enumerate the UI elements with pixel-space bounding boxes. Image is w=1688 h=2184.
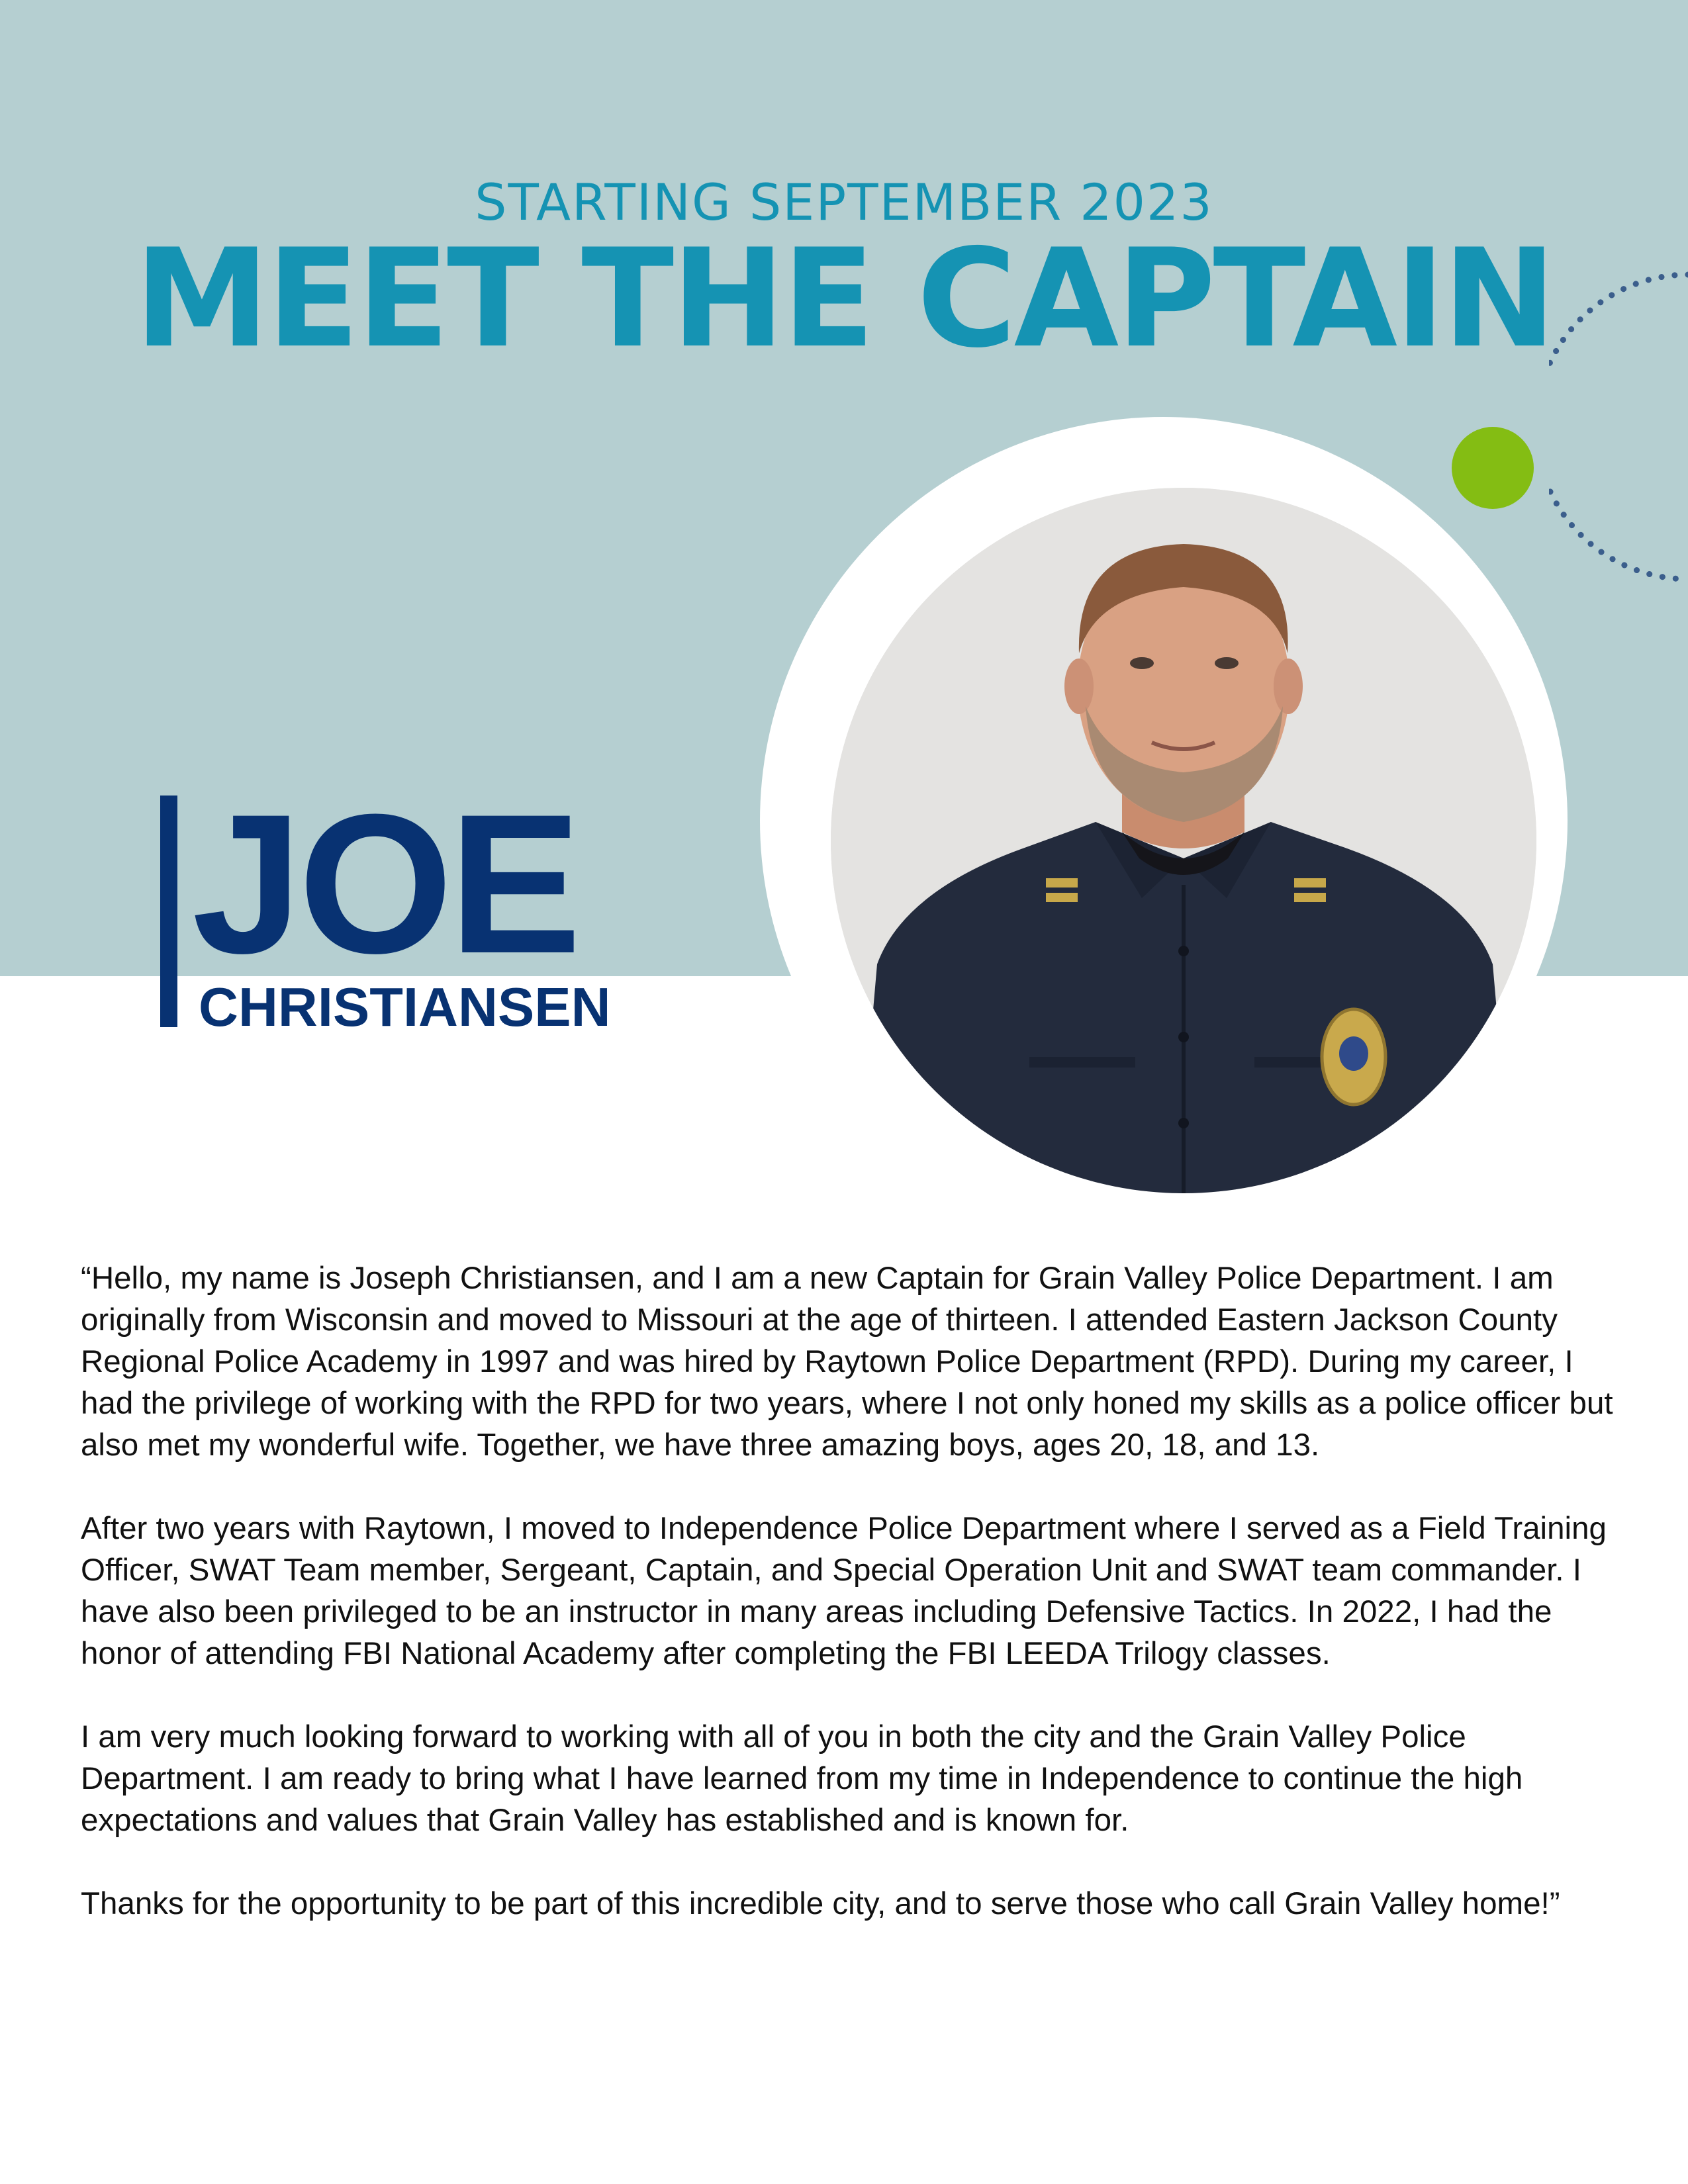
green-dot-decoration [1452, 427, 1534, 509]
page-title: MEET THE CAPTAIN [134, 220, 1554, 378]
portrait-illustration [831, 488, 1536, 1193]
bio-paragraph: “Hello, my name is Joseph Christiansen, and I am a new Captain for Grain Valley Police Department. I am originally from Wisconsin and moved to Missouri at the age of thirteen. I attended Eastern Jackson County Regional Police Academy in 1997 and was hired by Raytown Police Department (RPD). During my career, I had the privilege of working with the RPD for two years, where I not only honed my skills as a police officer but also met my wonderful wife. Together, we have three amazing boys, ages 20, 18, and 13. [81, 1261, 1613, 1463]
start-date-subtitle: STARTING SEPTEMBER 2023 [475, 173, 1213, 232]
bio-paragraph: Thanks for the opportunity to be part of this incredible city, and to serve those who call Grain Valley home!” [81, 1886, 1560, 1921]
bio-paragraph: After two years with Raytown, I moved to Independence Police Department where I served as a Field Training Officer, SWAT Team member, Sergeant, Captain, and Special Operation Unit and SWAT team commander. I have also been privileged to be an instructor in many areas including Defensive Tactics. In 2022, I had the honor of attending FBI National Academy after completing the FBI LEEDA Trilogy classes. [81, 1511, 1607, 1671]
captain-portrait [831, 488, 1536, 1193]
bio-text [81, 1257, 1623, 1966]
first-name: JOE [192, 772, 578, 995]
name-accent-bar [160, 796, 177, 1027]
dotted-arc-decoration [1549, 271, 1688, 582]
last-name: CHRISTIANSEN [199, 976, 611, 1038]
bio-paragraph: I am very much looking forward to working with all of you in both the city and the Grain Valley Police Department. I am ready to bring what I have learned from my time in Independence to continue the high expectations and values that Grain Valley has established and is known for. [81, 1719, 1523, 1838]
